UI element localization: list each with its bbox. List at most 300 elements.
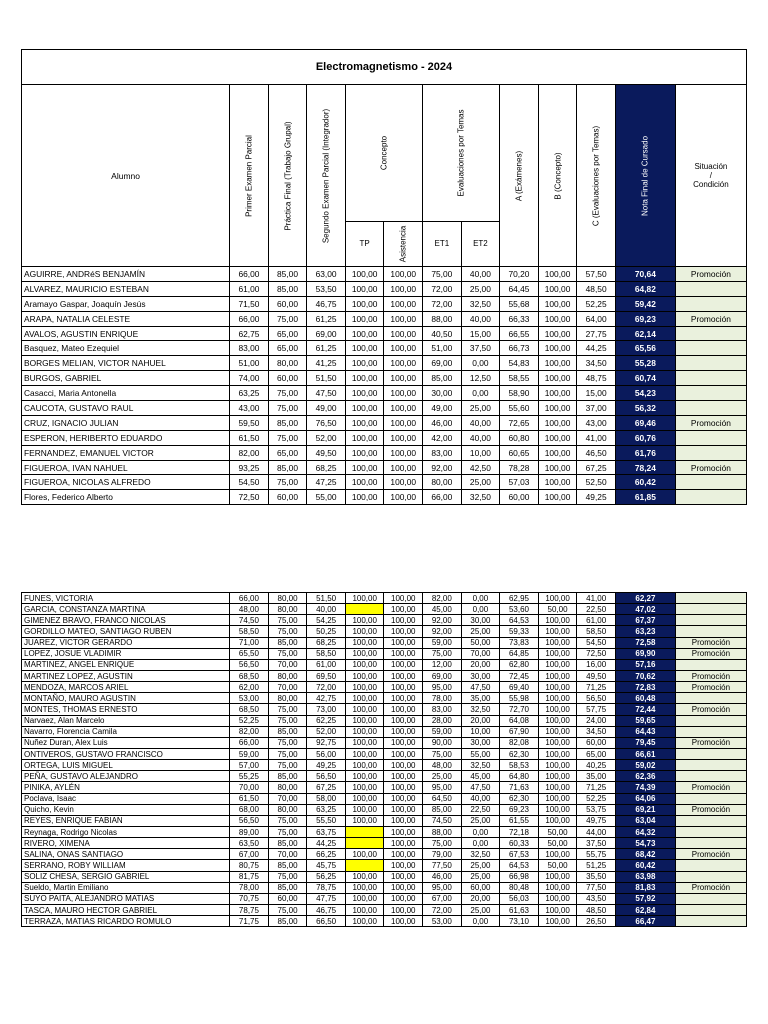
- nota-final-cell: 60,42: [615, 860, 675, 871]
- nota-final-cell: 60,74: [615, 371, 675, 386]
- c-evaluaciones-cell: 41,00: [577, 593, 616, 604]
- student-name-cell: GORDILLO MATEO, SANTIAGO RUBEN: [22, 626, 230, 637]
- table-row: [22, 356, 747, 371]
- nota-final-cell: 72,44: [615, 704, 675, 715]
- table-row: [22, 916, 747, 927]
- b-concepto-cell: 100,00: [538, 916, 577, 927]
- situacion-slash: /: [709, 171, 713, 180]
- primer-parcial-cell: 48,00: [230, 604, 269, 615]
- segundo-parcial-cell: 40,00: [307, 604, 346, 615]
- et1-cell: 92,00: [423, 626, 462, 637]
- nota-final-cell: 57,16: [615, 659, 675, 670]
- b-concepto-cell: 100,00: [538, 715, 577, 726]
- c-evaluaciones-cell: 60,00: [577, 737, 616, 748]
- practica-final-cell: 85,00: [268, 281, 307, 296]
- a-examenes-cell: 69,40: [500, 682, 539, 693]
- a-examenes-cell: 62,30: [500, 793, 539, 804]
- situacion-cell: [675, 386, 746, 401]
- b-concepto-cell: 100,00: [538, 445, 577, 460]
- primer-parcial-cell: 59,00: [230, 748, 269, 759]
- segundo-parcial-cell: 53,50: [307, 281, 346, 296]
- et1-cell: 74,50: [423, 815, 462, 826]
- situacion-cell: Promoción: [675, 267, 746, 282]
- student-name-cell: RIVERO, XIMENA: [22, 838, 230, 849]
- student-name-cell: AGUIRRE, ANDRéS BENJAMÍN: [22, 267, 230, 282]
- b-concepto-cell: 100,00: [538, 815, 577, 826]
- student-name-cell: MARTINEZ, ANGEL ENRIQUE: [22, 659, 230, 670]
- asistencia-cell: 100,00: [384, 904, 423, 915]
- tp-cell: 100,00: [345, 475, 384, 490]
- asistencia-cell: 100,00: [384, 281, 423, 296]
- a-examenes-cell: 64,53: [500, 860, 539, 871]
- b-concepto-cell: 100,00: [538, 401, 577, 416]
- b-concepto-cell: 100,00: [538, 267, 577, 282]
- table-row: [22, 659, 747, 670]
- et2-cell: 60,00: [461, 882, 500, 893]
- c-evaluaciones-cell: 71,25: [577, 782, 616, 793]
- student-name-cell: Nuñez Duran, Alex Luis: [22, 737, 230, 748]
- a-examenes-cell: 67,53: [500, 849, 539, 860]
- situacion-cell: [675, 760, 746, 771]
- c-evaluaciones-cell: 49,50: [577, 670, 616, 681]
- tp-cell: 100,00: [345, 726, 384, 737]
- a-examenes-cell: 58,90: [500, 386, 539, 401]
- b-concepto-cell: 50,00: [538, 826, 577, 837]
- et1-cell: 79,00: [423, 849, 462, 860]
- a-examenes-cell: 72,65: [500, 415, 539, 430]
- situacion-cell: [675, 615, 746, 626]
- situacion-cell: [675, 860, 746, 871]
- asistencia-cell: 100,00: [384, 793, 423, 804]
- situacion-cell: Promoción: [675, 804, 746, 815]
- student-name-cell: SALINA, ONAS SANTIAGO: [22, 849, 230, 860]
- b-concepto-cell: 100,00: [538, 460, 577, 475]
- nota-final-cell: 72,83: [615, 682, 675, 693]
- practica-final-cell: 65,00: [268, 341, 307, 356]
- tp-cell: 100,00: [345, 815, 384, 826]
- a-examenes-cell: 72,18: [500, 826, 539, 837]
- et1-cell: 64,50: [423, 793, 462, 804]
- a-examenes-cell: 73,83: [500, 637, 539, 648]
- situacion-cell: [675, 893, 746, 904]
- table-row: [22, 341, 747, 356]
- b-concepto-cell: 100,00: [538, 782, 577, 793]
- tp-cell: 100,00: [345, 415, 384, 430]
- c-evaluaciones-cell: 67,25: [577, 460, 616, 475]
- c-evaluaciones-cell: 41,00: [577, 430, 616, 445]
- tp-cell: [345, 860, 384, 871]
- situacion-cell: [675, 626, 746, 637]
- student-name-cell: PINIKA, AYLÉN: [22, 782, 230, 793]
- et2-cell: 30,00: [461, 615, 500, 626]
- asistencia-cell: 100,00: [384, 771, 423, 782]
- c-evaluaciones-cell: 77,50: [577, 882, 616, 893]
- student-name-cell: ALVAREZ, MAURICIO ESTEBAN: [22, 281, 230, 296]
- table-row: [22, 281, 747, 296]
- practica-final-cell: 75,00: [268, 826, 307, 837]
- nota-final-cell: 63,23: [615, 626, 675, 637]
- a-examenes-cell: 66,98: [500, 871, 539, 882]
- header-tp: TP: [345, 221, 384, 267]
- tp-cell: 100,00: [345, 871, 384, 882]
- et2-cell: 25,00: [461, 281, 500, 296]
- table-row: [22, 326, 747, 341]
- primer-parcial-cell: 61,00: [230, 281, 269, 296]
- situacion-cell: [675, 593, 746, 604]
- c-evaluaciones-cell: 34,50: [577, 726, 616, 737]
- primer-parcial-cell: 81,75: [230, 871, 269, 882]
- c-evaluaciones-cell: 34,50: [577, 356, 616, 371]
- et1-cell: 95,00: [423, 882, 462, 893]
- table-row: [22, 737, 747, 748]
- table-row: [22, 882, 747, 893]
- et1-cell: 85,00: [423, 371, 462, 386]
- et2-cell: 12,50: [461, 371, 500, 386]
- primer-parcial-cell: 59,50: [230, 415, 269, 430]
- et1-cell: 49,00: [423, 401, 462, 416]
- b-concepto-cell: 100,00: [538, 737, 577, 748]
- condicion-label: Condición: [693, 180, 729, 189]
- situacion-cell: [675, 659, 746, 670]
- b-concepto-cell: 100,00: [538, 490, 577, 505]
- header-c-evaluaciones: C (Evaluaciones por Temas): [577, 85, 616, 267]
- et2-cell: 10,00: [461, 726, 500, 737]
- practica-final-cell: 85,00: [268, 267, 307, 282]
- c-evaluaciones-cell: 56,50: [577, 693, 616, 704]
- situacion-cell: Promoción: [675, 737, 746, 748]
- practica-final-cell: 60,00: [268, 893, 307, 904]
- tp-cell: 100,00: [345, 341, 384, 356]
- b-concepto-cell: 50,00: [538, 860, 577, 871]
- b-concepto-cell: 100,00: [538, 371, 577, 386]
- table-row: [22, 871, 747, 882]
- tp-cell: 100,00: [345, 849, 384, 860]
- c-evaluaciones-cell: 71,25: [577, 682, 616, 693]
- table-row: [22, 893, 747, 904]
- header-primer-parcial: Primer Examen Parcial: [230, 85, 269, 267]
- grades-table-bottom: [21, 592, 747, 927]
- table-row: [22, 267, 747, 282]
- student-name-cell: Reynaga, Rodrigo Nicolas: [22, 826, 230, 837]
- primer-parcial-cell: 53,00: [230, 693, 269, 704]
- nota-final-cell: 70,62: [615, 670, 675, 681]
- et1-cell: 85,00: [423, 804, 462, 815]
- et2-cell: 25,00: [461, 815, 500, 826]
- segundo-parcial-cell: 72,00: [307, 682, 346, 693]
- segundo-parcial-cell: 41,25: [307, 356, 346, 371]
- et2-cell: 30,00: [461, 670, 500, 681]
- table-row: [22, 815, 747, 826]
- table-row: [22, 371, 747, 386]
- et1-cell: 72,00: [423, 296, 462, 311]
- primer-parcial-cell: 58,50: [230, 626, 269, 637]
- student-name-cell: SOLIZ CHESA, SERGIO GABRIEL: [22, 871, 230, 882]
- situacion-cell: [675, 281, 746, 296]
- et2-cell: 47,50: [461, 782, 500, 793]
- table-row: [22, 445, 747, 460]
- primer-parcial-cell: 68,50: [230, 670, 269, 681]
- asistencia-cell: 100,00: [384, 693, 423, 704]
- header-practica-final: Práctica Final (Trabajo Grupal): [268, 85, 307, 267]
- practica-final-cell: 80,00: [268, 670, 307, 681]
- primer-parcial-cell: 71,50: [230, 296, 269, 311]
- tp-cell: 100,00: [345, 281, 384, 296]
- table-row: [22, 793, 747, 804]
- a-examenes-cell: 70,20: [500, 267, 539, 282]
- b-concepto-cell: 50,00: [538, 604, 577, 615]
- asistencia-cell: 100,00: [384, 893, 423, 904]
- header-a-examenes: A (Exámenes): [500, 85, 539, 267]
- table-row: [22, 648, 747, 659]
- primer-parcial-cell: 62,00: [230, 682, 269, 693]
- et1-cell: 25,00: [423, 771, 462, 782]
- segundo-parcial-cell: 76,50: [307, 415, 346, 430]
- practica-final-cell: 65,00: [268, 445, 307, 460]
- b-concepto-cell: 100,00: [538, 893, 577, 904]
- situacion-cell: Promoción: [675, 460, 746, 475]
- et2-cell: 35,00: [461, 693, 500, 704]
- et1-cell: 88,00: [423, 826, 462, 837]
- c-evaluaciones-cell: 61,00: [577, 615, 616, 626]
- asistencia-cell: 100,00: [384, 356, 423, 371]
- segundo-parcial-cell: 46,75: [307, 296, 346, 311]
- c-evaluaciones-cell: 24,00: [577, 715, 616, 726]
- asistencia-cell: 100,00: [384, 430, 423, 445]
- a-examenes-cell: 64,80: [500, 771, 539, 782]
- et2-cell: 20,00: [461, 893, 500, 904]
- student-name-cell: REYES, ENRIQUE FABIAN: [22, 815, 230, 826]
- a-examenes-cell: 58,55: [500, 371, 539, 386]
- table-row: [22, 401, 747, 416]
- student-name-cell: JUAREZ, VICTOR GERARDO: [22, 637, 230, 648]
- c-evaluaciones-cell: 48,50: [577, 904, 616, 915]
- segundo-parcial-cell: 66,25: [307, 849, 346, 860]
- student-name-cell: MARTINEZ LOPEZ, AGUSTIN: [22, 670, 230, 681]
- table-row: [22, 637, 747, 648]
- et1-cell: 42,00: [423, 430, 462, 445]
- nota-final-cell: 60,76: [615, 430, 675, 445]
- et1-cell: 95,00: [423, 682, 462, 693]
- et1-cell: 30,00: [423, 386, 462, 401]
- c-evaluaciones-cell: 64,00: [577, 311, 616, 326]
- situacion-cell: [675, 326, 746, 341]
- practica-final-cell: 85,00: [268, 882, 307, 893]
- nota-final-cell: 54,73: [615, 838, 675, 849]
- et1-cell: 51,00: [423, 341, 462, 356]
- practica-final-cell: 75,00: [268, 475, 307, 490]
- tp-cell: [345, 838, 384, 849]
- c-evaluaciones-cell: 49,75: [577, 815, 616, 826]
- c-evaluaciones-cell: 48,75: [577, 371, 616, 386]
- header-nota-final: Nota Final de Cursado: [615, 85, 675, 267]
- practica-final-cell: 70,00: [268, 849, 307, 860]
- segundo-parcial-cell: 92,75: [307, 737, 346, 748]
- b-concepto-cell: 100,00: [538, 693, 577, 704]
- student-name-cell: CAUCOTA, GUSTAVO RAUL: [22, 401, 230, 416]
- a-examenes-cell: 61,55: [500, 815, 539, 826]
- b-concepto-cell: 100,00: [538, 430, 577, 445]
- table-row: [22, 860, 747, 871]
- et2-cell: 20,00: [461, 715, 500, 726]
- nota-final-cell: 78,24: [615, 460, 675, 475]
- nota-final-cell: 60,42: [615, 475, 675, 490]
- primer-parcial-cell: 66,00: [230, 593, 269, 604]
- c-evaluaciones-cell: 53,75: [577, 804, 616, 815]
- et1-cell: 72,00: [423, 904, 462, 915]
- et2-cell: 15,00: [461, 326, 500, 341]
- nota-final-cell: 54,23: [615, 386, 675, 401]
- practica-final-cell: 85,00: [268, 726, 307, 737]
- situacion-cell: [675, 748, 746, 759]
- et2-cell: 40,00: [461, 267, 500, 282]
- c-evaluaciones-cell: 57,75: [577, 704, 616, 715]
- asistencia-cell: 100,00: [384, 726, 423, 737]
- tp-cell: 100,00: [345, 490, 384, 505]
- et2-cell: 40,00: [461, 311, 500, 326]
- et1-cell: 83,00: [423, 445, 462, 460]
- a-examenes-cell: 64,45: [500, 281, 539, 296]
- student-name-cell: FIGUEROA, NICOLAS ALFREDO: [22, 475, 230, 490]
- et2-cell: 0,00: [461, 916, 500, 927]
- table-row: [22, 604, 747, 615]
- practica-final-cell: 75,00: [268, 626, 307, 637]
- practica-final-cell: 75,00: [268, 704, 307, 715]
- a-examenes-cell: 60,00: [500, 490, 539, 505]
- table-row: [22, 296, 747, 311]
- et2-cell: 25,00: [461, 904, 500, 915]
- et2-cell: 40,00: [461, 793, 500, 804]
- table-row: [22, 593, 747, 604]
- nota-final-cell: 63,04: [615, 815, 675, 826]
- et2-cell: 40,00: [461, 430, 500, 445]
- a-examenes-cell: 72,70: [500, 704, 539, 715]
- header-et2: ET2: [461, 221, 500, 267]
- situacion-cell: Promoción: [675, 637, 746, 648]
- a-examenes-cell: 67,90: [500, 726, 539, 737]
- et2-cell: 42,50: [461, 460, 500, 475]
- student-name-cell: MONTES, THOMAS ERNESTO: [22, 704, 230, 715]
- primer-parcial-cell: 83,00: [230, 341, 269, 356]
- asistencia-cell: 100,00: [384, 648, 423, 659]
- segundo-parcial-cell: 54,25: [307, 615, 346, 626]
- primer-parcial-cell: 56,50: [230, 815, 269, 826]
- tp-cell: 100,00: [345, 460, 384, 475]
- segundo-parcial-cell: 49,50: [307, 445, 346, 460]
- et1-cell: 46,00: [423, 415, 462, 430]
- asistencia-cell: 100,00: [384, 475, 423, 490]
- b-concepto-cell: 100,00: [538, 726, 577, 737]
- asistencia-cell: 100,00: [384, 296, 423, 311]
- table-row: [22, 430, 747, 445]
- tp-cell: 100,00: [345, 356, 384, 371]
- nota-final-cell: 67,37: [615, 615, 675, 626]
- primer-parcial-cell: 54,50: [230, 475, 269, 490]
- c-evaluaciones-cell: 35,00: [577, 771, 616, 782]
- primer-parcial-cell: 71,00: [230, 637, 269, 648]
- practica-final-cell: 85,00: [268, 771, 307, 782]
- student-name-cell: Sueldo, Martin Emiliano: [22, 882, 230, 893]
- student-name-cell: Flores, Federico Alberto: [22, 490, 230, 505]
- student-name-cell: Aramayo Gaspar, Joaquín Jesús: [22, 296, 230, 311]
- student-name-cell: Narvaez, Alan Marcelo: [22, 715, 230, 726]
- situacion-cell: [675, 904, 746, 915]
- et2-cell: 25,00: [461, 475, 500, 490]
- primer-parcial-cell: 70,00: [230, 782, 269, 793]
- practica-final-cell: 75,00: [268, 648, 307, 659]
- nota-final-cell: 64,43: [615, 726, 675, 737]
- table-row: [22, 826, 747, 837]
- c-evaluaciones-cell: 58,50: [577, 626, 616, 637]
- segundo-parcial-cell: 51,50: [307, 371, 346, 386]
- situacion-cell: Promoción: [675, 670, 746, 681]
- situacion-cell: Promoción: [675, 682, 746, 693]
- a-examenes-cell: 66,73: [500, 341, 539, 356]
- et1-cell: 45,00: [423, 604, 462, 615]
- segundo-parcial-cell: 58,00: [307, 793, 346, 804]
- b-concepto-cell: 100,00: [538, 648, 577, 659]
- et2-cell: 32,50: [461, 490, 500, 505]
- table-row: [22, 475, 747, 490]
- c-evaluaciones-cell: 52,25: [577, 296, 616, 311]
- practica-final-cell: 75,00: [268, 715, 307, 726]
- segundo-parcial-cell: 49,25: [307, 760, 346, 771]
- a-examenes-cell: 53,60: [500, 604, 539, 615]
- tp-cell: 100,00: [345, 748, 384, 759]
- nota-final-cell: 59,02: [615, 760, 675, 771]
- b-concepto-cell: 100,00: [538, 593, 577, 604]
- segundo-parcial-cell: 58,50: [307, 648, 346, 659]
- tp-cell: 100,00: [345, 804, 384, 815]
- nota-final-cell: 63,98: [615, 871, 675, 882]
- c-evaluaciones-cell: 22,50: [577, 604, 616, 615]
- nota-final-cell: 69,23: [615, 311, 675, 326]
- situacion-cell: Promoción: [675, 648, 746, 659]
- practica-final-cell: 70,00: [268, 793, 307, 804]
- nota-final-cell: 66,61: [615, 748, 675, 759]
- student-name-cell: Quicho, Kevin: [22, 804, 230, 815]
- student-name-cell: Casacci, Maria Antonella: [22, 386, 230, 401]
- et2-cell: 40,00: [461, 415, 500, 430]
- nota-final-cell: 65,56: [615, 341, 675, 356]
- segundo-parcial-cell: 63,75: [307, 826, 346, 837]
- asistencia-cell: 100,00: [384, 267, 423, 282]
- tp-cell: 100,00: [345, 693, 384, 704]
- c-evaluaciones-cell: 43,00: [577, 415, 616, 430]
- asistencia-cell: 100,00: [384, 826, 423, 837]
- practica-final-cell: 80,00: [268, 356, 307, 371]
- situacion-cell: [675, 490, 746, 505]
- table-row: [22, 804, 747, 815]
- asistencia-cell: 100,00: [384, 637, 423, 648]
- practica-final-cell: 85,00: [268, 838, 307, 849]
- et1-cell: 46,00: [423, 871, 462, 882]
- segundo-parcial-cell: 61,25: [307, 341, 346, 356]
- primer-parcial-cell: 74,50: [230, 615, 269, 626]
- b-concepto-cell: 50,00: [538, 838, 577, 849]
- et2-cell: 45,00: [461, 771, 500, 782]
- segundo-parcial-cell: 50,25: [307, 626, 346, 637]
- et2-cell: 32,50: [461, 296, 500, 311]
- situacion-cell: [675, 815, 746, 826]
- asistencia-cell: 100,00: [384, 415, 423, 430]
- a-examenes-cell: 55,68: [500, 296, 539, 311]
- tp-cell: 100,00: [345, 267, 384, 282]
- tp-cell: 100,00: [345, 737, 384, 748]
- practica-final-cell: 75,00: [268, 815, 307, 826]
- tp-cell: 100,00: [345, 326, 384, 341]
- c-evaluaciones-cell: 48,50: [577, 281, 616, 296]
- et2-cell: 25,00: [461, 871, 500, 882]
